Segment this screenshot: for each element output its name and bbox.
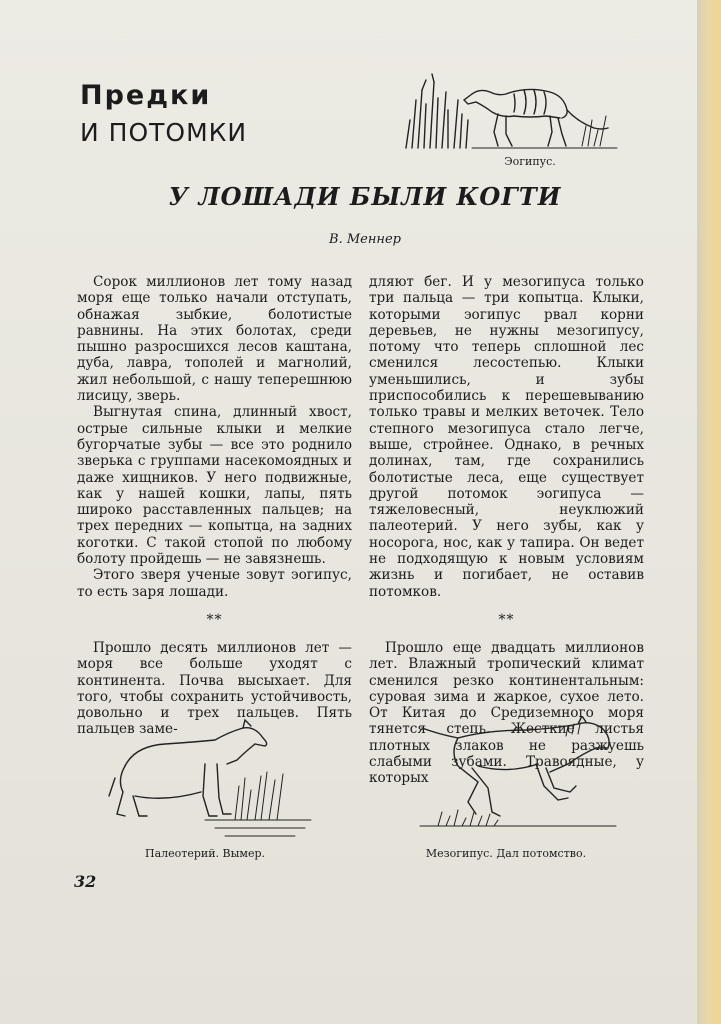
- caption-eohippus: Эогипус.: [504, 155, 556, 168]
- paragraph: Этого зверя ученые зовут эогипус, то есть заря лошади.: [77, 567, 352, 600]
- mesohippus-illustration: [418, 716, 618, 840]
- caption-mesohippus: Мезогипус. Дал потомство.: [425, 847, 587, 860]
- paragraph: Прошло еще двадцать миллионов лет. Влажный тропический климат сменился резко континентальным: суровая зима и жаркое, сухое лето. От Китая до Средиземного моря тянется степь. Жесткие листья плотных злаков не разжуешь слабыми зубами. Травоядные, у которых: [369, 639, 644, 787]
- text-column-left: [77, 274, 352, 738]
- palaeotherium-illustration: [105, 716, 315, 840]
- text-column-right: [369, 274, 644, 787]
- paragraph: Прошло десять миллионов лет — моря все больше уходят с континента. Почва высыхает. Для того, чтобы сохранить устойчивость, довольно и трех пальцев. Пять пальцев заме-: [77, 639, 352, 738]
- article-author: В. Меннер: [329, 232, 401, 247]
- rubric-title: Предки: [80, 80, 212, 111]
- page-edge: [697, 0, 721, 1024]
- section-divider: **: [206, 611, 223, 628]
- eohippus-illustration: [402, 70, 622, 152]
- rubric-subtitle: И ПОТОМКИ: [80, 118, 248, 147]
- paragraph: дляют бег. И у мезогипуса только три пальца — три копытца. Клыки, которыми эогипус рвал корни деревьев, не нужны мезогипусу, потому что теперь сплошной лес сменился лесостепью. Клыки уменьшились, и зубы приспособились к перешевыванию только травы и мелких веточек. Тело степного мезогипуса стало легче, выше, стройнее. Однако, в речных долинах, там, где сохранились болотистые леса, еще существует другой потомок эогипуса — тяжеловесный, неуклюжий палеотерий. У него зубы, как у носорога, нос, как у тапира. Он ведет не подходящую к новым условиям жизнь и погибает, не оставив потомков.: [369, 274, 644, 600]
- section-divider: **: [498, 611, 515, 628]
- paragraph: Сорок миллионов лет тому назад моря еще только начали отступать, обнажая зыбкие, болотистые равнины. На этих болотах, среди пышно разросшихся лесов каштана, дуба, лавра, тополей и магнолий, жил небольшой, с нашу теперешнюю лисицу, зверь.: [77, 274, 352, 405]
- page-number: 32: [74, 872, 97, 891]
- article-headline: У ЛОШАДИ БЫЛИ КОГТИ: [168, 182, 562, 211]
- caption-palaeotherium: Палеотерий. Вымер.: [144, 847, 265, 860]
- paragraph: Выгнутая спина, длинный хвост, острые сильные клыки и мелкие бугорчатые зубы — все это роднило зверька с группами насекомоядных и даже хищников. У него подвижные, как у нашей кошки, лапы, пять широко расставленных пальцев; на трех передних — копытца, на задних коготки. С такой стопой по любому болоту пройдешь — не завязнешь.: [77, 404, 352, 568]
